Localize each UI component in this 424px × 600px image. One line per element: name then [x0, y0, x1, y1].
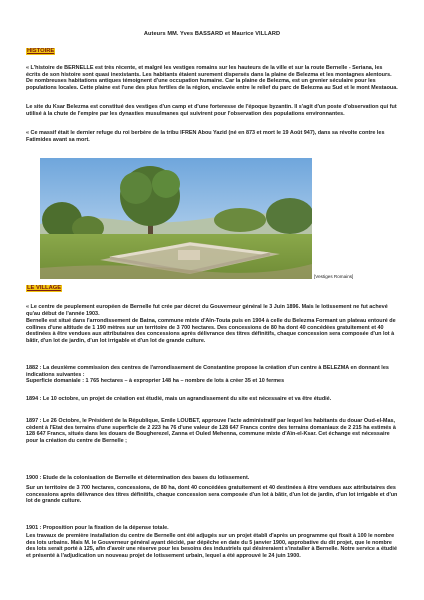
village-paragraph-4: Superficie domaniale : 1 765 hectares – à exproprier 148 ha – nombre de lots à créer 35 et 10 fermes: [26, 378, 285, 384]
section-heading-histoire: HISTOIRE: [27, 48, 55, 54]
village-paragraph-6: 1897 : Le 26 Octobre, le Président de la République, Emile LOUBET, approuve l'acte administratif par lequel les habitants du douar Oud-el-Mas, cèdent à l'Etat des terrains d'une superficie de 2 223 ha 76 d'une valeur de 128 647 Francs contre des terrains domaniaux de 2 215 ha estimés à 128 647 Francs, situés dans les douars de Bougherezel, Zanna et Ouled Mehenna, commune mixte d'Aïn-el-Ksar. Cet échange est nécessaire pour la création du centre de Bernelle ;: [26, 418, 396, 444]
village-paragraph-9: 1901 : Proposition pour la fixation de la dépense totale.: [26, 525, 169, 531]
village-paragraph-10: Les travaux de première installation du centre de Bernelle ont été adjugés sur un projet établi d'après un programme qui fixait à 100 le nombre des lots urbains. Mais M. le Gouverneur général ayant décidé, par dépêche en date du 5 janvier 1900, approbative du dit projet, que le nombre des lots serait porté à 125, afin d'avoir une réserve pour les besoins des industriels qui désireraient s'installer à Bernelle. Notre service a étudié et présenté à l'adjudication un nouveau projet de lotissement urbain, lequel a été approuvé le 24 juin 1900.: [26, 533, 397, 559]
authors-line: Auteurs MM. Yves BASSARD et Maurice VILLARD: [143, 31, 281, 37]
photo-caption: [Vestiges Romains]: [314, 274, 354, 279]
village-paragraph-1: « Le centre de peuplement européen de Bernelle fut crée par décret du Gouverneur général le 3 Juin 1896. Mais le lotissement ne fut achevé qu'au début de l'année 1903.: [26, 304, 388, 317]
roman-ruins-photo: [40, 158, 312, 279]
histoire-paragraph-3: « Ce massif était le dernier refuge du roi berbère de la tribu IFREN Abou Yazid (né en 873 et mort le 19 Août 947), dans sa révolte contre les Fatimides avant sa mort.: [26, 130, 385, 143]
histoire-paragraph-1: « L'histoire de BERNELLE est très récente, et malgré les vestiges romains sur les hauteurs de la ville et sur la route Bernelle - Seriana, les écrits de son histoire sont quasi inexistants. Les habitants étaient surement dispersés dans la plaine de Belezma et les montagnes alentours. De nombreuses habitations antiques témoignent d'une occupation humaine. Car la plaine de Belezma, est un grenier séculaire pour les populations locales. Cette plaine est l'une des plus fertiles de la région, enclavée entre le relief du parc de Belezma au Sud et le mont Mestaoua.: [26, 65, 398, 91]
section-heading-village: LE VILLAGE: [27, 285, 62, 291]
village-paragraph-2: Bernelle est situé dans l'arrondissement de Batna, commune mixte d'Aïn-Touta puis en 1904 à celle du Belezma Formant un plateau entouré de collines d'une altitude de 1 190 mètres sur un territoire de 3 700 hectares. Des concessions de 80 ha dont 40 concédées gratuitement et 40 destinées à être vendues aux attributaires des concessions après délivrance des titres définitifs, chaque concession sera composée d'un lot à bâtir, d'un lot de jardin, d'un lot irrigable et d'un lot de grande culture.: [26, 318, 396, 344]
histoire-paragraph-2: Le site du Ksar Belezma est constitué des vestiges d'un camp et d'une forteresse de l'époque byzantin. Il s'agit d'un poste d'observation qui fut utilisé à la chute de l'empire par les dynasties musulmanes qui suivirent pour l'observation des populations environnantes.: [26, 104, 397, 117]
village-paragraph-7: 1900 : Etude de la colonisation de Bernelle et détermination des bases du lotissement.: [26, 475, 250, 481]
village-paragraph-8: Sur un territoire de 3 700 hectares, concessions, de 80 ha, dont 40 concédées gratuitement et 40 destinées à être vendues aux attributaires des concessions après délivrance des titres définitifs, chaque concession sera composée d'un lot à bâtir, d'un lot de jardin, d'un lot irrigable et d'un lot de grande culture.: [26, 485, 398, 505]
village-paragraph-5: 1894 : Le 10 octobre, un projet de création est étudié, mais un agrandissement du site est nécessaire et va être étudié.: [26, 396, 332, 402]
village-paragraph-3: 1882 : La deuxième commission des centres de l'arrondissement de Constantine propose la création d'un centre à BELEZMA en donnant les indications suivantes :: [26, 365, 389, 378]
